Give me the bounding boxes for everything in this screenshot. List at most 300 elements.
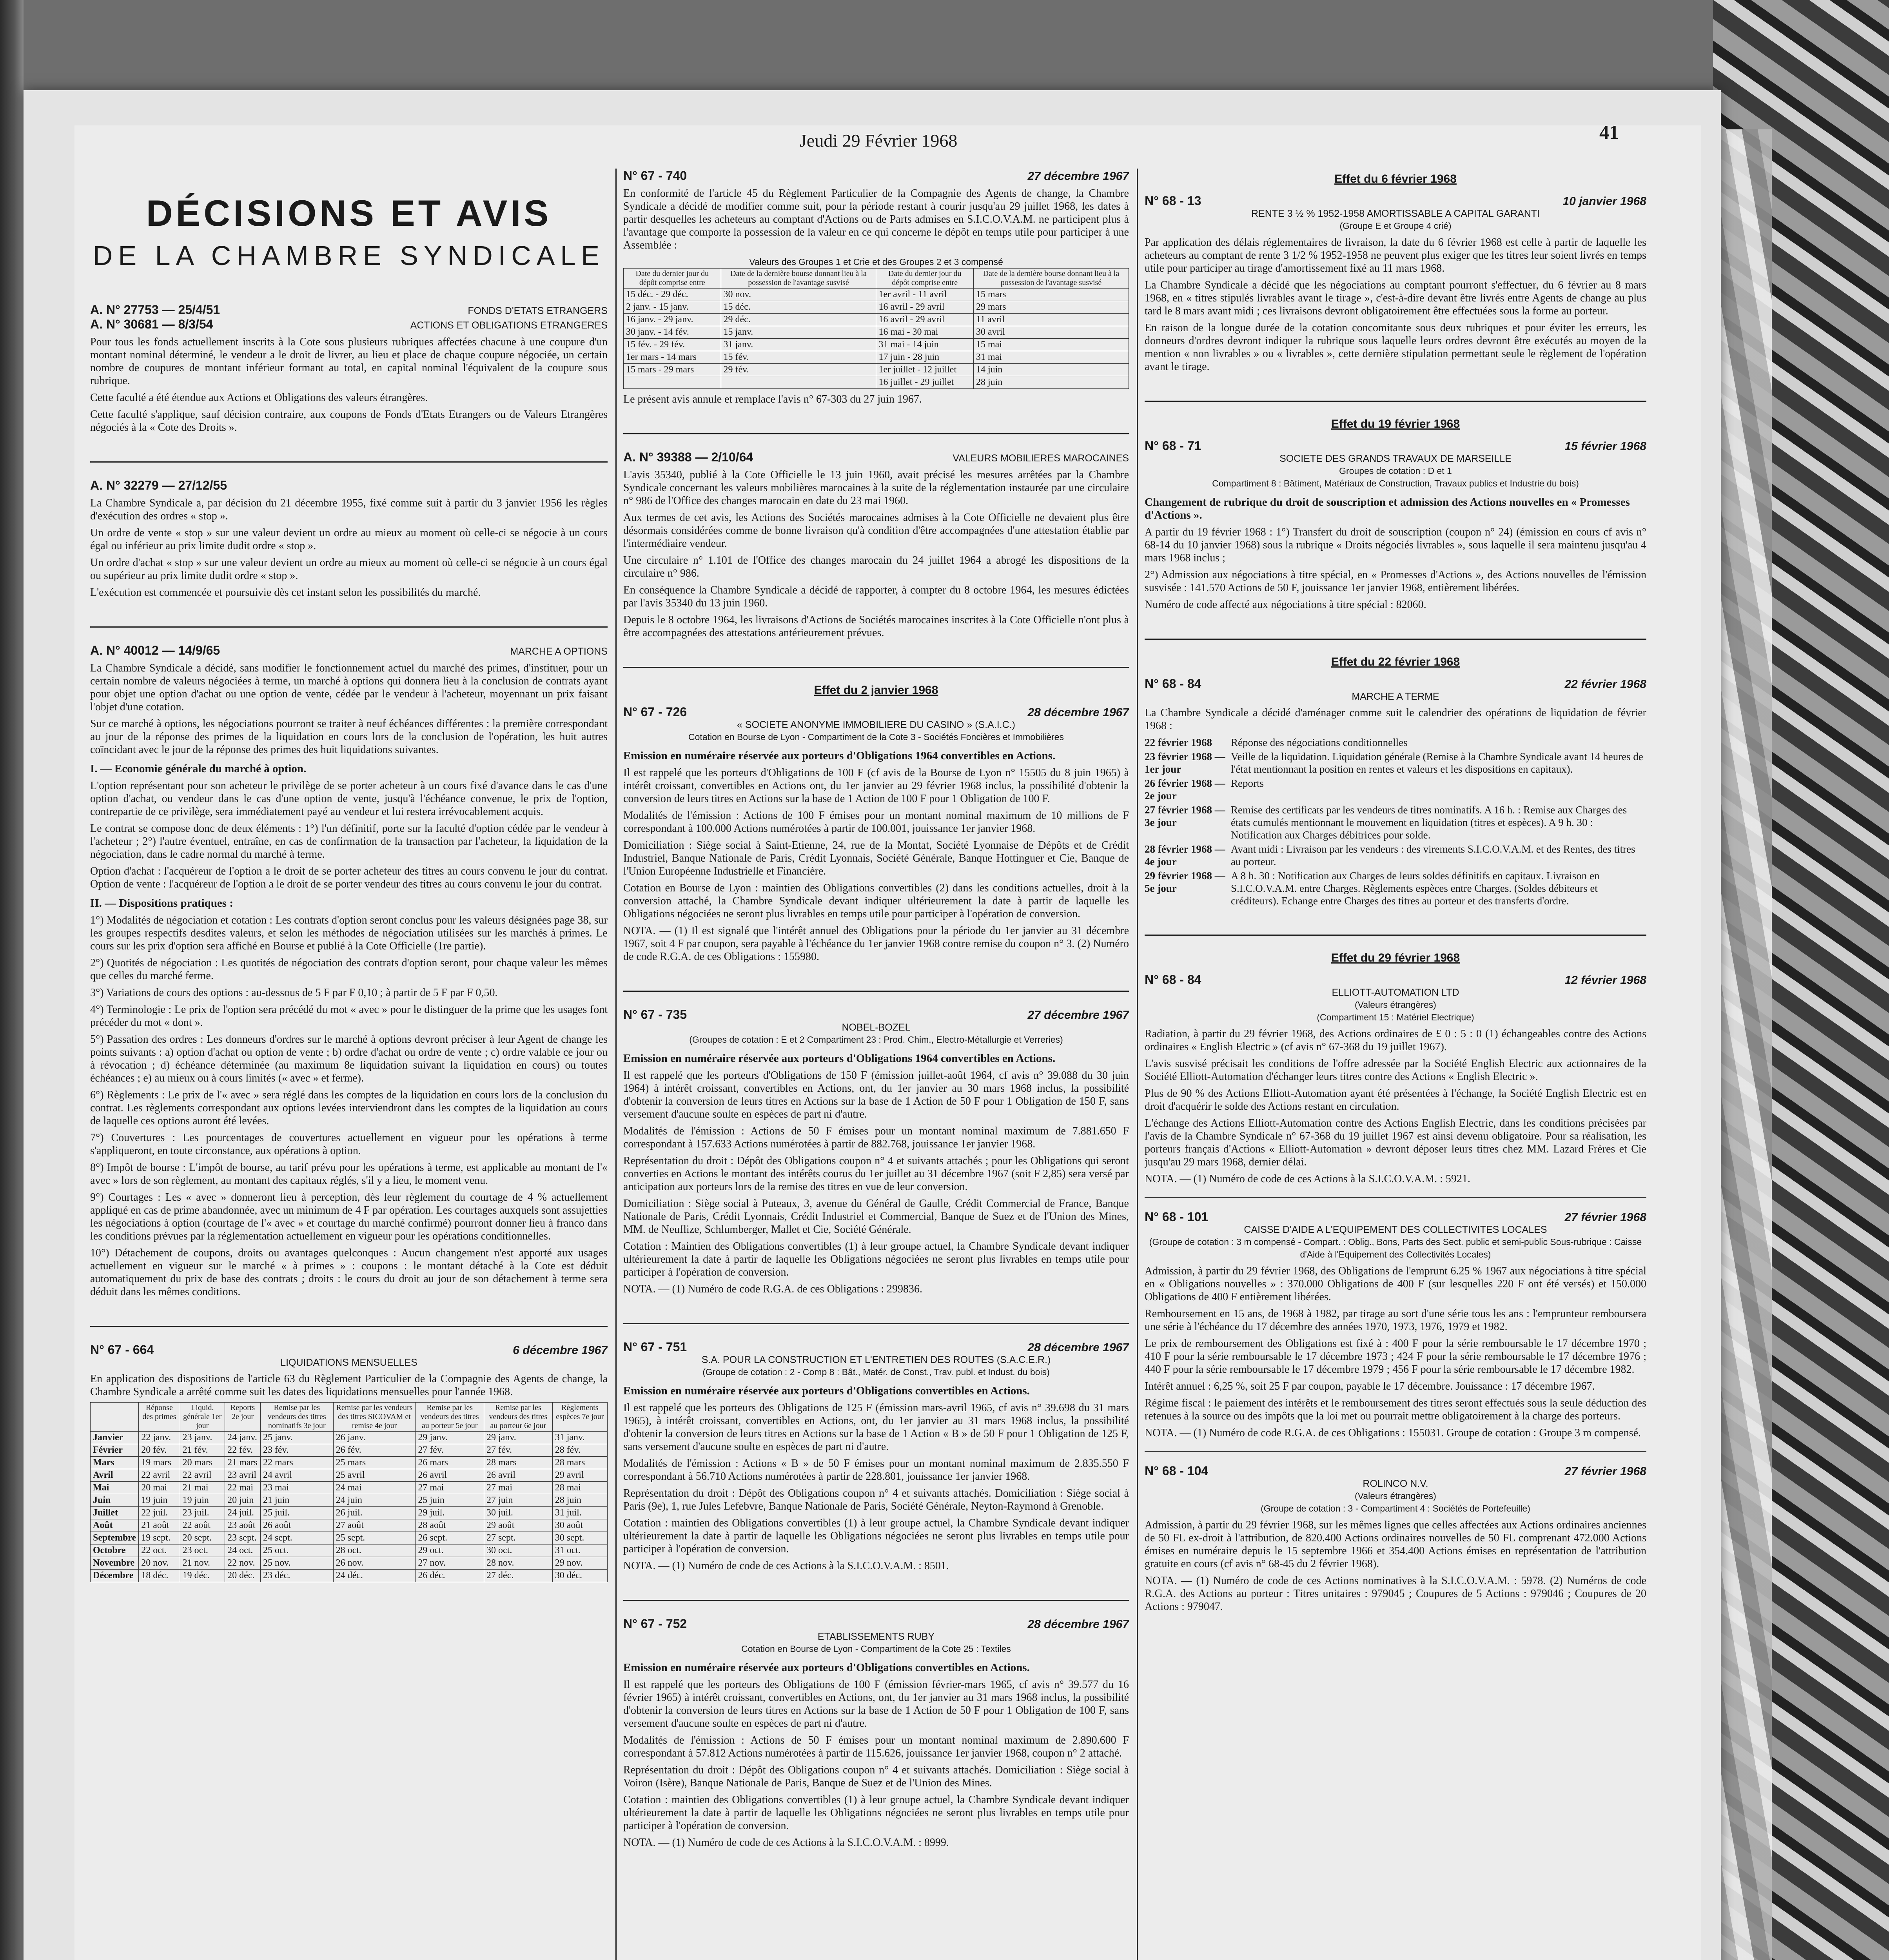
table-cell: 23 fév.	[261, 1444, 334, 1457]
notice-subject-detail: Groupes de cotation : D et 1	[1339, 466, 1452, 476]
notice-ref: N° 67 - 751	[623, 1340, 687, 1354]
notice-67-726	[623, 705, 1129, 963]
table-cell: 24 déc.	[333, 1570, 416, 1582]
table-cell: 26 nov.	[333, 1557, 416, 1570]
table-cell: 31 janv.	[721, 339, 876, 351]
section-rule	[623, 1600, 1129, 1601]
paragraph: 7°) Couvertures : Les pourcentages de couvertures actuellement en vigueur pour les opérations à terme s'appliqueront, en toute circonstance, aux opérations à option.	[90, 1132, 608, 1157]
section-rule	[1145, 639, 1646, 640]
effect-date-heading: Effet du 6 février 1968	[1334, 172, 1457, 185]
table-cell: 28 juin	[973, 376, 1129, 389]
paragraph: Modalités de l'émission : Actions « B » de 50 F émises pour un montant nominal maximum de 2.835.550 F correspondant à 56.710 Actions numérotées à partir de 228.801, jouissance 1er janvier 1968.	[623, 1457, 1129, 1483]
table-cell: 23 sept.	[225, 1532, 261, 1544]
table-cell: 31 oct.	[552, 1544, 607, 1557]
table-cell: 19 mars	[139, 1457, 180, 1469]
paragraph: Cette faculté a été étendue aux Actions et Obligations des valeurs étrangères.	[90, 392, 428, 404]
paragraph: Un ordre d'achat « stop » sur une valeur devient un ordre au mieux au moment où celle-ci se négocie à un cours égal ou supérieur au prix limite dudit ordre « stop ».	[90, 557, 608, 582]
table-cell: Août	[91, 1519, 139, 1532]
table-row	[624, 339, 1129, 351]
paragraph: Il est rappelé que les porteurs des Obligations de 100 F (émission février-mars 1965, cf avis n° 39.577 du 16 février 1965) à intérêt croissant, convertibles en Actions, ont, du 1er janvier au 31 mars 1968 inclus, la possibilité d'obtenir la conversion de leurs titres en Actions sur la base de 1 Action de 50 F pour 1 Obligation de 100 F, sans versement d'aucune soulte en espèces de part ni d'autre.	[623, 1679, 1129, 1730]
paragraph: Cotation : maintien des Obligations convertibles (1) à leur groupe actuel, la Chambre Syndicale devant indiquer ultérieurement la date à partir de laquelle les Obligations négociées ne seront plus livrables en temps utile pour participer à l'opération de conversion.	[623, 1794, 1129, 1832]
table-cell: 24 juil.	[225, 1507, 261, 1519]
table-row	[624, 289, 1129, 301]
table-cell: 15 janv.	[721, 326, 876, 339]
effect-date-heading: Effet du 19 février 1968	[1331, 417, 1460, 430]
paragraph: L'échange des Actions Elliott-Automation contre des Actions English Electric, dans les conditions précisées par l'avis de la Chambre Syndicale n° 67-368 du 19 juillet 1967 est ainsi devenu obligatoire. Pour sa réalisation, les porteurs français d'Actions « Elliott-Automation » devront déposer leurs titres chez MM. Lazard Frères et Cie jusqu'au 29 mars 1968, dernier délai.	[1145, 1117, 1646, 1168]
table-cell: 20 sept.	[180, 1532, 225, 1544]
table-cell: 29 mars	[973, 301, 1129, 314]
paragraph: L'option représentant pour son acheteur le privilège de se porter acheteur à un cours fixé d'avance dans le cas d'une option d'achat, ou vendeur dans le cas d'une option de vente, jusqu'à l'échéance convenue, le prix de l'option, contrepartie de ce privilège, sera immédiatement payé au vendeur et lui restera irrévocablement acquis.	[90, 780, 608, 818]
table-cell: 27 août	[333, 1519, 416, 1532]
paragraph: Domiciliation : Siège social à Puteaux, 3, avenue du Général de Gaulle, Crédit Commercial de France, Banque Nationale de Paris, Crédit Lyonnais, Crédit Industriel et Commercial, Banque de Suez et de l'Union des Mines, MM. de Neuflize, Schlumberger, Mallet et Cie, Société Générale.	[623, 1198, 1129, 1236]
table-header-cell: Réponse des primes	[139, 1403, 180, 1432]
table-cell: 25 avril	[333, 1469, 416, 1482]
table-cell: 20 déc.	[225, 1570, 261, 1582]
table-cell: 22 janv.	[139, 1432, 180, 1444]
notice-subject: S.A. POUR LA CONSTRUCTION ET L'ENTRETIEN DES ROUTES (S.A.C.E.R.)	[701, 1354, 1051, 1365]
paragraph: Le prix de remboursement des Obligations est fixé à : 400 F pour la série remboursable le 17 décembre 1970 ; 410 F pour la série remboursable le 17 décembre 1973 ; 424 F pour la série remboursable le 17 décembre 1976 ; 440 F pour la série remboursable le 17 décembre 1979 ; 456 F pour la série remboursable le 17 décembre 1982.	[1145, 1338, 1646, 1376]
paragraph: 8°) Impôt de bourse : L'impôt de bourse, au tarif prévu pour les opérations à terme, est applicable au montant de l'« avec » lors de son règlement, au montant des capitaux réglés, s'il y a lieu, le moment venu.	[90, 1161, 608, 1187]
schedule-row	[1145, 750, 1646, 775]
table-cell: Mai	[91, 1482, 139, 1494]
paragraph: Le contrat se compose donc de deux éléments : 1°) l'un définitif, porte sur la faculté d'option cédée par le vendeur à l'acheteur ; 2°) l'autre éventuel, entraîne, en cas de confirmation de la transaction par l'acheteur, la liquidation de la négociation, dans le cadre normal du marché à terme.	[90, 822, 608, 860]
paragraph: Il est rappelé que les porteurs d'Obligations de 100 F (cf avis de la Bourse de Lyon n° 15505 du 8 juin 1965) à intérêt croissant, convertibles en Actions ont, du 1er janvier au 29 février 1968 inclus, la possibilité d'obtenir la conversion de leurs titres en Actions sur la base de 1 Action de 100 F pour 1 Obligation de 100 F.	[623, 767, 1129, 805]
notice-ref: N° 67 - 740	[623, 169, 687, 183]
section-heading: Emission en numéraire réservée aux porteurs d'Obligations 1964 convertibles en Actions.	[623, 750, 1056, 762]
notice-caisse-aide-equipement	[1145, 1210, 1646, 1439]
table-cell: 16 janv. - 29 janv.	[624, 314, 721, 326]
table-row	[91, 1519, 608, 1532]
note: NOTA. — (1) Numéro de code R.G.A. de ces Obligations : 299836.	[623, 1283, 922, 1295]
paragraph: L'avis 35340, publié à la Cote Officielle le 13 juin 1960, avait précisé les mesures arrêtées par la Chambre Syndicale concernant les valeurs mobilières marocaines à la suite de la réglementation instaurée par une circulaire n° 986 de l'Office des changes marocain en date du 23 mai 1960.	[623, 469, 1129, 507]
schedule-text: Veille de la liquidation. Liquidation générale (Remise à la Chambre Syndicale avant 14 heures de l'état mentionnant la position en rentes et valeurs et les dispositions en capitaux).	[1231, 751, 1643, 775]
table-cell: 22 juil.	[139, 1507, 180, 1519]
notice-elliott-automation	[1145, 973, 1646, 1185]
notice-fonds-etrangers	[90, 303, 608, 434]
table-cell: 29 juil.	[416, 1507, 484, 1519]
table-cell: 30 août	[552, 1519, 607, 1532]
table-row	[91, 1544, 608, 1557]
table-cell: 30 juil.	[484, 1507, 553, 1519]
table-cell: 27 nov.	[416, 1557, 484, 1570]
table-header-cell: Liquid. générale 1er jour	[180, 1403, 225, 1432]
paragraph: 2°) Quotités de négociation : Les quotités de négociation des contrats d'option seront, pour chaque valeur les mêmes que celles du marché ferme.	[90, 957, 608, 982]
table-row	[91, 1494, 608, 1507]
paragraph: Plus de 90 % des Actions Elliott-Automation ayant été présentées à l'échange, la Société English Electric est en droit d'acquérir le solde des Actions restant en circulation.	[1145, 1087, 1646, 1112]
paragraph: L'exécution est commencée et poursuivie dès cet instant selon les possibilités du marché.	[90, 586, 481, 599]
schedule-date: 26 février 1968 — 2e jour	[1145, 777, 1225, 802]
table-cell: Septembre	[91, 1532, 139, 1544]
table-cell: 29 oct.	[416, 1544, 484, 1557]
table-cell: Juin	[91, 1494, 139, 1507]
notice-subject: SOCIETE DES GRANDS TRAVAUX DE MARSEILLE	[1279, 453, 1512, 464]
page-number: 41	[1599, 121, 1619, 143]
table-cell: 27 juin	[484, 1494, 553, 1507]
table-cell: Février	[91, 1444, 139, 1457]
marbled-binding-inner	[1717, 129, 1772, 1960]
notice-ref: N° 68 - 84	[1145, 973, 1201, 987]
table-cell: 22 mars	[261, 1457, 334, 1469]
table-cell: 21 mars	[225, 1457, 261, 1469]
paragraph: Représentation du droit : Dépôt des Obligations coupon n° 4 et suivants attachés ; pour les Obligations qui seront converties en Actions le montant des intérêts courus du 1er juillet au 31 décembre 1967 (soit F 2,85) sera versé par anticipation aux porteurs lors de la remise des titres en vue de leur conversion.	[623, 1155, 1129, 1193]
table-cell: 31 mai	[973, 351, 1129, 364]
table-cell: 30 sept.	[552, 1532, 607, 1544]
table-cell: 15 déc. - 29 déc.	[624, 289, 721, 301]
table-cell: 23 avril	[225, 1469, 261, 1482]
paragraph: Cette faculté s'applique, sauf décision contraire, aux coupons de Fonds d'Etats Etrangers ou de Valeurs Etrangères négociés à la « Cote des Droits ».	[90, 408, 608, 434]
section-heading: Emission en numéraire réservée aux porteurs d'Obligations convertibles en Actions.	[623, 1661, 1030, 1674]
table-cell: 27 sept.	[484, 1532, 553, 1544]
paragraph: Cotation : Maintien des Obligations convertibles (1) à leur groupe actuel, la Chambre Syndicale devant indiquer ultérieurement la date à partir de laquelle les Obligations négociées ne seront plus livrables en temps utile pour participer à l'opération de conversion.	[623, 1240, 1129, 1278]
table-cell: 25 juin	[416, 1494, 484, 1507]
table-cell: 15 mars - 29 mars	[624, 364, 721, 376]
column-rule-2	[1137, 169, 1138, 1960]
notice-subject-detail: (Compartiment 15 : Matériel Electrique)	[1317, 1012, 1474, 1022]
schedule-row	[1145, 869, 1646, 907]
paragraph: Une circulaire n° 1.101 de l'Office des changes marocain du 24 juillet 1964 a abrogé les dispositions de la circulaire n° 986.	[623, 554, 1129, 579]
paragraph: Option d'achat : l'acquéreur de l'option a le droit de se porter acheteur des titres au cours convenu le jour du contrat. Option de vente : l'acquéreur de l'option a le droit de se porter vendeur des titres au cours convenu le jour du contrat.	[90, 865, 608, 890]
table-cell: 23 oct.	[180, 1544, 225, 1557]
section-heading: I. — Economie générale du marché à option.	[90, 762, 307, 775]
notice-date: 12 février 1968	[1564, 974, 1646, 987]
table-cell: 29 déc.	[721, 314, 876, 326]
paragraph: Il est rappelé que les porteurs d'Obligations de 150 F (émission juillet-août 1964, cf avis n° 39.088 du 30 juin 1964) à intérêt croissant, convertibles en Actions, ont, du 1er janvier au 30 mars 1968 inclus, la possibilité d'obtenir la conversion de leurs titres en Actions sur la base de 1 Action de 50 F pour 1 Obligation de 150 F, sans versement d'aucune soulte en espèces de part ni d'autre.	[623, 1069, 1129, 1120]
section-rule	[1145, 401, 1646, 402]
notice-subject-detail: (Groupe de cotation : 3 m compensé - Compart. : Oblig., Bons, Parts des Sect. public et semi-public Sous-rubrique : Caisse d'Aide à l'Equipement des Collectivités Locales)	[1149, 1237, 1642, 1259]
table-cell: 21 août	[139, 1519, 180, 1532]
paragraph: 6°) Règlements : Le prix de l'« avec » sera réglé dans les comptes de la liquidation en cours lors de la conclusion du contrat. Les règlements correspondant aux options levées interviendront dans les comptes de la liquidation au cours de laquelle ces options auront été levées.	[90, 1089, 608, 1127]
table-row	[91, 1570, 608, 1582]
table-cell: 31 juil.	[552, 1507, 607, 1519]
notice-date: 27 février 1968	[1564, 1211, 1646, 1224]
table-cell: 28 oct.	[333, 1544, 416, 1557]
schedule-row	[1145, 804, 1646, 841]
table-cell: 28 nov.	[484, 1557, 553, 1570]
paragraph: Modalités de l'émission : Actions de 50 F émises pour un montant nominal maximum de 7.881.650 F correspondant à 157.633 Actions numérotées à partir de 882.768, jouissance 1er janvier 1968.	[623, 1125, 1129, 1150]
table-cell: 26 mars	[416, 1457, 484, 1469]
section-heading: II. — Dispositions pratiques :	[90, 897, 233, 909]
schedule-text: Remise des certificats par les vendeurs de titres nominatifs. A 16 h. : Remise aux Charges des états cumulés mentionnant le mouvement en liquidation (titres et espèces). A 9 h. 30 : Notification aux Charges débitrices pour solde.	[1231, 804, 1627, 841]
section-heading: Emission en numéraire réservée aux porteurs d'Obligations convertibles en Actions.	[623, 1385, 1030, 1397]
table-cell: 21 fév.	[180, 1444, 225, 1457]
table-cell: 15 fév.	[721, 351, 876, 364]
table-cell: 30 déc.	[552, 1570, 607, 1582]
paragraph: Par application des délais réglementaires de livraison, la date du 6 février 1968 est celle à partir de laquelle les acheteurs au comptant de rente 3 1/2 % 1952-1958 ne peuvent plus exiger que les titres leur soient livrés en temps utile pour participer au tirage d'amortissement fixé au 11 mars 1968.	[1145, 236, 1646, 274]
table-cell: 23 mai	[261, 1482, 334, 1494]
table-cell: 28 août	[416, 1519, 484, 1532]
table-cell: 22 août	[180, 1519, 225, 1532]
table-cell	[624, 376, 721, 389]
notice-subject: MARCHE A TERME	[1352, 691, 1439, 702]
table-cell: 24 sept.	[261, 1532, 334, 1544]
schedule-text: Avant midi : Livraison par les vendeurs : des virements S.I.C.O.V.A.M. et des Rentes, des titres au porteur.	[1231, 843, 1635, 867]
table-cell: 29 nov.	[552, 1557, 607, 1570]
liquidation-table	[90, 1402, 608, 1582]
schedule-row	[1145, 777, 1646, 802]
table-cell: 24 janv.	[225, 1432, 261, 1444]
paragraph: Représentation du droit : Dépôt des Obligations coupon n° 4 et suivants attachés. Domiciliation : Siège social à Voiron (Isère), Banque Nationale de Paris, Banque de Suez et de l'Union des Mines.	[623, 1764, 1129, 1789]
section-rule	[90, 626, 608, 628]
notice-subject: « SOCIETE ANONYME IMMOBILIERE DU CASINO » (S.A.I.C.)	[737, 719, 1015, 730]
table-header-cell: Remise par les vendeurs des titres au porteur 6e jour	[484, 1403, 553, 1432]
table-row	[91, 1432, 608, 1444]
section-rule	[1145, 1197, 1646, 1198]
paragraph: La Chambre Syndicale a décidé que les négociations au comptant pourront s'effectuer, du 6 février au 8 mars 1968, en « titres stipulés livrables avant le tirage », c'est-à-dire devant être livrés entre Agents de change au plus tard le 8 mars avant midi ; ces livraisons devront obligatoirement être effectuées sous la forme au porteur.	[1145, 279, 1646, 317]
notice-68-13	[1145, 194, 1646, 373]
table-cell: 19 déc.	[180, 1570, 225, 1582]
table-cell: 29 août	[484, 1519, 553, 1532]
notice-subject: ELLIOTT-AUTOMATION LTD	[1332, 987, 1459, 998]
table-cell: 27 fév.	[484, 1444, 553, 1457]
table-cell: 25 nov.	[261, 1557, 334, 1570]
table-cell: 30 janv. - 14 fév.	[624, 326, 721, 339]
paragraph: 5°) Passation des ordres : Les donneurs d'ordres sur le marché à options devront préciser à leur Agent de change les points suivants : a) option d'achat ou option de vente ; b) ordre d'achat ou ordre de vente ; c) ordre valable ce jour ou à révocation ; d) échéance déterminée (au maximum 8e liquidation suivant la liquidation en cours) ou toutes échéances ; e) au mieux ou à cours limités (« avec » et ferme).	[90, 1033, 608, 1084]
table-cell: 28 mars	[484, 1457, 553, 1469]
table-title: Valeurs des Groupes 1 et Crie et des Groupes 2 et 3 compensé	[749, 257, 1003, 267]
paragraph: Depuis le 8 octobre 1964, les livraisons d'Actions de Sociétés marocaines inscrites à la Cote Officielle n'ont plus à être accompagnées des attestations antérieurement prévues.	[623, 614, 1129, 639]
notice-subject: ETABLISSEMENTS RUBY	[817, 1631, 935, 1642]
note: NOTA. — (1) Il est signalé que l'intérêt annuel des Obligations pour la période du 1er janvier au 31 décembre 1967, soit 4 F par coupon, sera payable à l'échéance du 1er janvier 1968 contre remise du coupon n° 3. (2) Numéro de code R.G.A. de ces Obligations : 155980.	[623, 925, 1129, 963]
table-cell: 19 juin	[139, 1494, 180, 1507]
table-header-cell: Remise par les vendeurs des titres nominatifs 3e jour	[261, 1403, 334, 1432]
paragraph: 4°) Terminologie : Le prix de l'option sera précédé du mot « avec » pour le distinguer de la prime que les usages font précéder du mot « dont ».	[90, 1004, 608, 1029]
table-cell: Avril	[91, 1469, 139, 1482]
table-cell: 26 août	[261, 1519, 334, 1532]
table-cell	[721, 376, 876, 389]
table-cell: 23 août	[225, 1519, 261, 1532]
paragraph: Cotation en Bourse de Lyon : maintien des Obligations convertibles (2) dans les conditions actuelles, droit à la conversion attaché, la Chambre Syndicale devant indiquer ultérieurement la date à partir de laquelle les Obligations négociées ne seront plus livrables en temps utile pour participer à l'opération de conversion.	[623, 882, 1129, 920]
paragraph: Remboursement en 15 ans, de 1968 à 1982, par tirage au sort d'une série tous les ans : l'emprunteur remboursera une série à l'échéance du 17 décembre des années 1970, 1973, 1976, 1979 et 1982.	[1145, 1308, 1646, 1333]
notice-68-84-marche-terme	[1145, 677, 1646, 907]
schedule-date: 27 février 1968 — 3e jour	[1145, 804, 1225, 828]
paragraph: 3°) Variations de cours des options : au-dessous de 5 F par F 0,10 ; à partir de 5 F par F 0,50.	[90, 987, 498, 999]
table-cell: 31 mai - 14 juin	[876, 339, 974, 351]
section-rule	[90, 461, 608, 463]
notice-subject-detail: (Groupes de cotation : E et 2 Compartiment 23 : Prod. Chim., Electro-Métallurgie et Verreries)	[689, 1034, 1063, 1045]
notice-subject-detail: (Groupe de cotation : 3 - Compartiment 4 : Sociétés de Portefeuille)	[1261, 1503, 1530, 1514]
notice-date: 15 février 1968	[1564, 440, 1646, 453]
page-header-date: Jeudi 29 Février 1968	[800, 131, 958, 151]
table-header-cell: Reports 2e jour	[225, 1403, 261, 1432]
notice-subject-detail: (Valeurs étrangères)	[1355, 1491, 1436, 1501]
notice-subject-detail: Cotation en Bourse de Lyon - Compartiment de la Cote 25 : Textiles	[741, 1644, 1011, 1654]
table-cell: Octobre	[91, 1544, 139, 1557]
table-cell: 26 avril	[416, 1469, 484, 1482]
notice-subject: NOBEL-BOZEL	[842, 1022, 911, 1033]
table-cell: 18 déc.	[139, 1570, 180, 1582]
table-cell: 22 nov.	[225, 1557, 261, 1570]
paragraph: Cotation : maintien des Obligations convertibles (1) à leur groupe actuel, la Chambre Syndicale devant indiquer ultérieurement la date à partir de laquelle les Obligations négociées ne seront plus livrables en temps utile pour participer à l'opération de conversion.	[623, 1517, 1129, 1555]
table-cell: 21 juin	[261, 1494, 334, 1507]
paragraph: Pour tous les fonds actuellement inscrits à la Cote sous plusieurs rubriques affectées chacune à une coupure d'un montant nominal déterminé, le vendeur a le droit de livrer, au lieu et place de chaque coupure négociée, un certain nombre de coupures de montant inférieur formant au total, en capital nominal l'équivalent de la coupure sous rubrique.	[90, 336, 608, 387]
table-cell: 22 fév.	[225, 1444, 261, 1457]
schedule-row	[1145, 736, 1646, 749]
schedule-date: 23 février 1968 — 1er jour	[1145, 751, 1225, 775]
notice-subject-detail: (Groupe E et Groupe 4 crié)	[1339, 221, 1452, 231]
note: NOTA. — (1) Numéro de code de ces Actions nominatives à la S.I.C.O.V.A.M. : 5978. (2) Numéros de code R.G.A. des Actions au porteur : Titres unitaires : 979045 ; Coupures de 5 Actions : 979046 ; Coupures de 20 Actions : 979047.	[1145, 1575, 1646, 1613]
table-row	[624, 364, 1129, 376]
section-heading: Changement de rubrique du droit de souscription et admission des Actions nouvelles en « Promesses d'Actions ».	[1145, 496, 1630, 521]
table-header-cell: Date de la dernière bourse donnant lieu à la possession de l'avantage susvisé	[721, 269, 876, 289]
note: NOTA. — (1) Numéro de code de ces Actions à la S.I.C.O.V.A.M. : 5921.	[1145, 1173, 1470, 1185]
table-cell: 20 mars	[180, 1457, 225, 1469]
paragraph: L'avis susvisé précisait les conditions de l'offre adressée par la Société English Electric aux actionnaires de la Société Elliott-Automation d'échanger leurs titres contre des Actions « English Electric ».	[1145, 1058, 1646, 1083]
note: NOTA. — (1) Numéro de code R.G.A. de ces Obligations : 155031. Groupe de cotation : Groupe 3 m compensé.	[1145, 1427, 1641, 1439]
table-cell: 1er juillet - 12 juillet	[876, 364, 974, 376]
table-header-cell: Date du dernier jour du dépôt comprise entre	[624, 269, 721, 289]
paragraph: 10°) Détachement de coupons, droits ou avantages quelconques : Aucun changement n'est apporté aux usages actuellement en vigueur sur le marché « à primes » : coupons : le montant détaché à la Cote est déduit automatiquement du prix de base des contrats ; droits : le cours du droit au jour de son détachement à terme sera déduit dans les mêmes conditions.	[90, 1247, 608, 1298]
paragraph: Sur ce marché à options, les négociations pourront se traiter à neuf échéances différentes : la première correspondant au jour de la réponse des primes de la liquidation en cours lors de la conclusion de l'opération, les huit autres coïncidant avec le jour de la réponse des primes des huit liquidations suivantes.	[90, 718, 608, 756]
table-row	[91, 1557, 608, 1570]
table-cell: 30 oct.	[484, 1544, 553, 1557]
column-3	[1145, 169, 1646, 1960]
column-1	[90, 169, 608, 1960]
notice-date: 28 décembre 1967	[1027, 1618, 1129, 1631]
table-cell: 1er avril - 11 avril	[876, 289, 974, 301]
table-cell: 19 sept.	[139, 1532, 180, 1544]
table-cell: 28 fév.	[552, 1444, 607, 1457]
paragraph: Un ordre de vente « stop » sur une valeur devient un ordre au mieux au moment où celle-ci se négocie à un cours égal ou inférieur au prix limite dudit ordre « stop ».	[90, 527, 608, 552]
section-rule	[1145, 935, 1646, 936]
table-header-cell: Règlements espèces 7e jour	[552, 1403, 607, 1432]
notice-subject: FONDS D'ETATS ETRANGERS	[468, 305, 608, 316]
table-cell: 20 mai	[139, 1482, 180, 1494]
page-title: DÉCISIONS ET AVIS	[146, 192, 552, 234]
notice-date: 10 janvier 1968	[1562, 195, 1646, 208]
notice-subject: MARCHE A OPTIONS	[510, 646, 608, 657]
table-cell: 26 avril	[484, 1469, 553, 1482]
table-cell: 26 fév.	[333, 1444, 416, 1457]
notice-subject-detail: (Groupe de cotation : 2 - Comp 8 : Bât., Matér. de Const., Trav. publ. et Indust. du bois)	[702, 1367, 1050, 1377]
notice-ref: N° 68 - 71	[1145, 439, 1201, 453]
note: NOTA. — (1) Numéro de code de ces Actions à la S.I.C.O.V.A.M. : 8501.	[623, 1560, 949, 1572]
table-row	[624, 326, 1129, 339]
table-row	[91, 1532, 608, 1544]
table-cell: 20 fév.	[139, 1444, 180, 1457]
notice-ref: A. N° 40012 — 14/9/65	[90, 643, 220, 657]
notice-subject: ROLINCO N.V.	[1363, 1478, 1428, 1489]
table-cell: 30 avril	[973, 326, 1129, 339]
notice-subject: CAISSE D'AIDE A L'EQUIPEMENT DES COLLECTIVITES LOCALES	[1244, 1224, 1547, 1235]
schedule-date: 22 février 1968	[1145, 737, 1212, 748]
section-rule	[623, 433, 1129, 434]
table-cell: 28 mai	[552, 1482, 607, 1494]
paragraph: 2°) Admission aux négociations à titre spécial, en « Promesses d'Actions », des Actions nouvelles de l'émission susvisée : 141.570 Actions de 50 F, jouissance 1er janvier 1968, entièrement libérées.	[1145, 569, 1646, 594]
table-header-cell	[91, 1403, 139, 1432]
section-heading: Emission en numéraire réservée aux porteurs d'Obligations 1964 convertibles en Actions.	[623, 1052, 1056, 1065]
table-cell: 25 oct.	[261, 1544, 334, 1557]
notice-67-735	[623, 1007, 1129, 1296]
notice-ref: A. N° 39388 — 2/10/64	[623, 450, 753, 464]
notice-rolinco	[1145, 1464, 1646, 1613]
schedule-date: 28 février 1968 — 4e jour	[1145, 843, 1225, 867]
notice-valeurs-marocaines	[623, 450, 1129, 639]
table-cell: 27 déc.	[484, 1570, 553, 1582]
table-cell: 11 avril	[973, 314, 1129, 326]
notice-67-740	[623, 169, 1129, 406]
table-cell: 16 juillet - 29 juillet	[876, 376, 974, 389]
table-cell: 31 janv.	[552, 1432, 607, 1444]
table-cell: 1er mars - 14 mars	[624, 351, 721, 364]
notice-subject-detail: Compartiment 8 : Bâtiment, Matériaux de Construction, Travaux publics et Industrie du bois)	[1212, 478, 1579, 488]
notice-ref: N° 67 - 726	[623, 705, 687, 719]
notice-ref: A. N° 27753 — 25/4/51	[90, 303, 220, 317]
table-cell: 23 déc.	[261, 1570, 334, 1582]
table-cell: 16 avril - 29 avril	[876, 301, 974, 314]
table-cell: 30 nov.	[721, 289, 876, 301]
notice-ref: N° 68 - 101	[1145, 1210, 1209, 1224]
table-cell: 24 mai	[333, 1482, 416, 1494]
notice-date: 6 décembre 1967	[513, 1344, 608, 1357]
notice-marche-options	[90, 643, 608, 1298]
paragraph: Admission, à partir du 29 février 1968, sur les mêmes lignes que celles affectées aux Actions ordinaires anciennes de 50 FL ex-droit à l'attribution, de 820.400 Actions ordinaires nouvelles de 50 FL comprenant 472.000 Actions émises en numéraire depuis le 15 septembre 1966 et 354.400 Actions émises en représentation de l'attribution gratuite en cours (cf avis n° 68-45 du 2 février 1968).	[1145, 1519, 1646, 1570]
paragraph: En conformité de l'article 45 du Règlement Particulier de la Compagnie des Agents de change, la Chambre Syndicale a décidé de modifier comme suit, pour la période restant à courir jusqu'au 29 juillet 1968, les dates à partir desquelles les acheteurs au comptant d'Actions ou de Parts admises en S.I.C.O.V.A.M. ne participent plus à l'avantage que comporte la possession de la valeur en ce qui concerne le dépôt en temps utile pour participer à une Assemblée :	[623, 187, 1129, 251]
column-2	[623, 169, 1129, 1960]
paragraph: Modalités de l'émission : Actions de 100 F émises pour un montant nominal maximum de 10 millions de F correspondant à 100.000 Actions numérotées à partir de 100.001, jouissance 1er janvier 1968.	[623, 809, 1129, 835]
section-rule	[623, 667, 1129, 668]
liquidation-schedule	[1145, 736, 1646, 907]
depot-table	[623, 268, 1129, 389]
table-cell: Juillet	[91, 1507, 139, 1519]
table-cell: 27 fév.	[416, 1444, 484, 1457]
notice-subject: VALEURS MOBILIERES MAROCAINES	[953, 453, 1129, 464]
table-cell: 14 juin	[973, 364, 1129, 376]
table-cell: Décembre	[91, 1570, 139, 1582]
table-row	[624, 351, 1129, 364]
table-cell: 16 mai - 30 mai	[876, 326, 974, 339]
table-cell: 25 janv.	[261, 1432, 334, 1444]
table-cell: 26 juil.	[333, 1507, 416, 1519]
notice-67-751	[623, 1340, 1129, 1572]
section-rule	[623, 991, 1129, 992]
table-cell: 25 mars	[333, 1457, 416, 1469]
notice-ref: A. N° 30681 — 8/3/54	[90, 317, 213, 331]
table-row	[91, 1444, 608, 1457]
table-cell: 15 mars	[973, 289, 1129, 301]
paragraph: Régime fiscal : le paiement des intérêts et le remboursement des titres seront effectués sous la seule déduction des retenues à la source ou des impôts que la loi met ou pourrait mettre obligatoirement à la charge des porteurs.	[1145, 1397, 1646, 1422]
binder-edge	[0, 0, 24, 1960]
notice-ordres-stop	[90, 478, 608, 599]
table-cell: Novembre	[91, 1557, 139, 1570]
notice-date: 22 février 1968	[1564, 678, 1646, 691]
paragraph: Modalités de l'émission : Actions de 50 F émises pour un montant nominal maximum de 2.890.600 F correspondant à 57.812 Actions numérotées à partir de 115.626, jouissance 1er janvier 1968, coupon n° 2 attaché.	[623, 1734, 1129, 1759]
table-cell: 21 mai	[180, 1482, 225, 1494]
table-header-cell: Remise par les vendeurs des titres SICOVAM et remise 4e jour	[333, 1403, 416, 1432]
table-cell: 29 fév.	[721, 364, 876, 376]
table-header-cell: Date du dernier jour du dépôt comprise entre	[876, 269, 974, 289]
section-rule	[1145, 1451, 1646, 1452]
table-cell: 29 janv.	[484, 1432, 553, 1444]
paragraph: Intérêt annuel : 6,25 %, soit 25 F par coupon, payable le 17 décembre. Jouissance : 17 décembre 1967.	[1145, 1380, 1595, 1392]
schedule-text: A 8 h. 30 : Notification aux Charges de leurs soldes définitifs en capitaux. Livraison en S.I.C.O.V.A.M. entre Charges. Règlements espèces entre Charges. (Soldes débiteurs et créditeurs). Echange entre Charges des titres au porteur et des transferts d'ordre.	[1231, 870, 1600, 907]
table-cell: 19 juin	[180, 1494, 225, 1507]
table-cell: 27 mai	[416, 1482, 484, 1494]
table-cell: 22 mai	[225, 1482, 261, 1494]
paragraph: Numéro de code affecté aux négociations à titre spécial : 82060.	[1145, 599, 1426, 611]
table-cell: 26 janv.	[333, 1432, 416, 1444]
table-cell: 2 janv. - 15 janv.	[624, 301, 721, 314]
table-cell: 24 oct.	[225, 1544, 261, 1557]
paragraph: Le présent avis annule et remplace l'avis n° 67-303 du 27 juin 1967.	[623, 393, 922, 405]
paragraph: La Chambre Syndicale a décidé d'aménager comme suit le calendrier des opérations de liquidation de février 1968 :	[1145, 707, 1646, 732]
table-cell: 24 avril	[261, 1469, 334, 1482]
notice-ref: N° 68 - 13	[1145, 194, 1201, 208]
notice-ref: N° 67 - 664	[90, 1343, 154, 1357]
table-row	[91, 1482, 608, 1494]
table-cell: 27 mai	[484, 1482, 553, 1494]
schedule-text: Reports	[1231, 777, 1264, 789]
table-cell: 26 sept.	[416, 1532, 484, 1544]
